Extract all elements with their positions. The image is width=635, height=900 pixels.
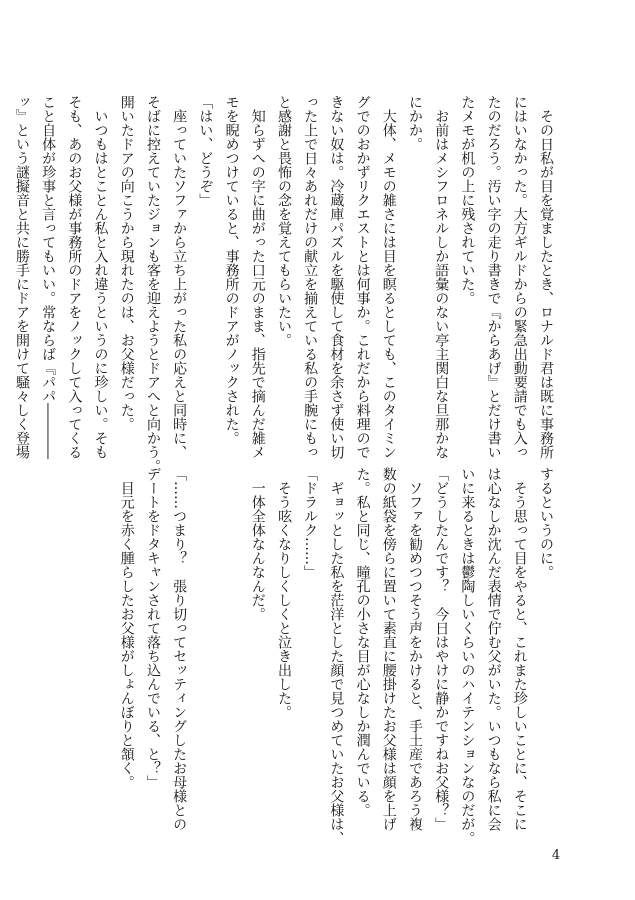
text-line: と感謝と畏怖の念を覚えてもらいたい。 bbox=[275, 95, 292, 347]
text-line: グでのおかずリクエストとは何事か。これだから料理ので bbox=[354, 95, 371, 459]
text-line: 大体、メモの雑さには目を瞑るとしても、このタイミン bbox=[380, 95, 397, 459]
text-line bbox=[192, 467, 218, 783]
text-line: いに来るときは鬱陶しいくらいのハイテンションなのだが。 bbox=[459, 467, 476, 845]
text-line: 「どうしたんです？ 今日はやけに静かですねお父様？」 bbox=[433, 467, 450, 831]
text-line: こと自体が珍事と言ってもいい。常ならば『パパ―――― bbox=[40, 95, 57, 459]
text-line: 「はい、どうぞ」 bbox=[197, 95, 214, 207]
text-line: にはいなかった。大方ギルドからの緊急出動要請でも入っ bbox=[511, 95, 528, 459]
text-line: は心なしか沈んだ表情で佇む父がいた。いつもなら私に会 bbox=[485, 467, 502, 831]
text-line: ッ』という謎擬音と共に勝手にドアを開けて騒々しく登場 bbox=[13, 95, 30, 459]
text-line: たメモが机の上に残されていた。 bbox=[459, 95, 476, 305]
text-line: た。私と同じ、瞳孔の小さな目が心なしか潤んでいる。 bbox=[354, 467, 371, 817]
text-line: きない奴は。冷蔵庫パズルを駆使して食材を余さず使い切 bbox=[328, 95, 345, 459]
text-line: にかか。 bbox=[406, 95, 423, 151]
text-line: デートをドタキャンされて落ち込んでいる、と？」 bbox=[144, 467, 161, 789]
text-line: った上で日々あれだけの献立を揃えている私の手腕にもっ bbox=[302, 95, 319, 459]
text-line: モを睨めつけていると、事務所のドアがノックされた。 bbox=[223, 95, 240, 445]
text-line: お前はメシフロネルしか語彙のない亭主関白な旦那かな bbox=[433, 95, 450, 459]
text-line: 「ドラルク……」 bbox=[302, 467, 319, 579]
text-line: そも、あのお父様が事務所のドアをノックして入ってくる bbox=[66, 95, 83, 459]
text-line: するというのに。 bbox=[538, 467, 554, 579]
text-line: 一体全体なんなんだ。 bbox=[249, 467, 266, 621]
text-line bbox=[218, 467, 244, 783]
text-line: たのだろう。汚い字の走り書きで『からあげ』とだけ書い bbox=[485, 95, 502, 459]
lower-text-block bbox=[85, 467, 559, 845]
text-line: ギョッとした私を茫洋とした顔で見つめていたお父様は、 bbox=[328, 467, 345, 845]
text-line: そう呟くなりしくしくと泣き出した。 bbox=[275, 467, 292, 719]
text-line: 開いたドアの向こうから現れたのは、お父様だった。 bbox=[118, 95, 135, 431]
text-line: 目元を赤く腫らしたお父様がしょんぼりと頷く。 bbox=[118, 467, 135, 789]
page-number: 4 bbox=[551, 848, 561, 863]
text-line: 座っていたソファから立ち上がった私の応えと同時に、 bbox=[171, 95, 188, 459]
text-line: その日私が目を覚ましたとき、ロナルド君は既に事務所 bbox=[538, 95, 554, 459]
text-line: 数の紙袋を傍らに置いて素直に腰掛けたお父様は顔を上げ bbox=[380, 467, 397, 831]
text-line: 「……つまり？ 張り切ってセッティングしたお母様との bbox=[171, 467, 188, 831]
text-line: そばに控えていたジョンも客を迎えようとドアへと向かう。 bbox=[144, 95, 161, 473]
text-line: いつもはとことん私と入れ違うというのに珍しい。そも bbox=[92, 95, 109, 459]
text-line: 知らずへの字に曲がった口元のまま、指先で摘んだ雑メ bbox=[249, 95, 266, 459]
text-line: ソファを勧めつつそう声をかけると、手土産であろう複 bbox=[406, 467, 423, 831]
upper-text-block bbox=[13, 95, 559, 473]
text-line: そう思って目をやると、これまた珍しいことに、そこに bbox=[511, 467, 528, 831]
